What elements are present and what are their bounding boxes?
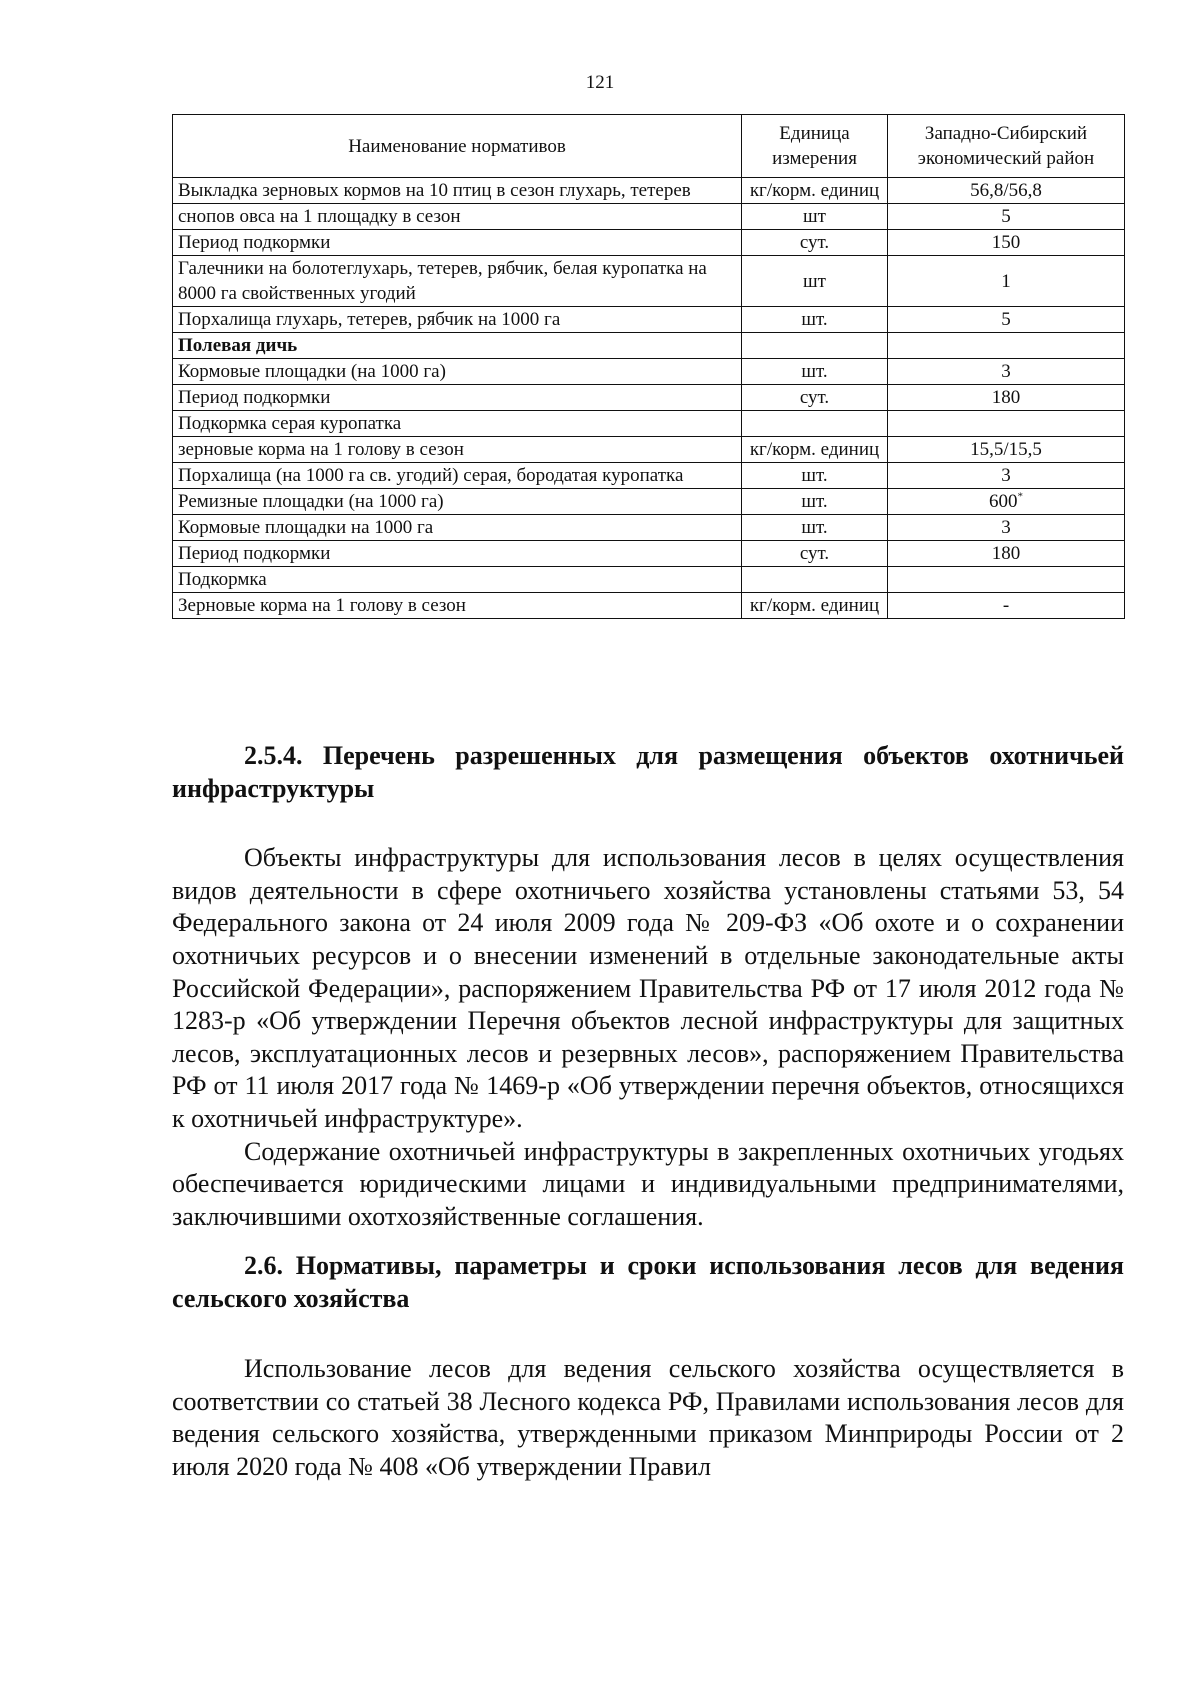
paragraph: Объекты инфраструктуры для использования лесов в целях осуществления видов деятельности в сфере охотничьего хозяйства установлены статьями 53, 54 Федерального закона от 24 июля 2009 года № 209-ФЗ «Об охоте и о сохранении охотничьих ресурсов и о внесении изменений в отдельные законодательные акты Российской Федерации», распоряжением Правительства РФ от 17 июля 2012 года № 1283-р «Об утверждении Перечня объектов лесной инфраструктуры для защитных лесов, эксплуатационных лесов и резервных лесов», распоряжением Правительства РФ от 11 июля 2017 года № 1469-р «Об утверждении перечня объектов, относящихся к охотничьей инфраструктуре». xyxy=(172,843,1124,1133)
table-row xyxy=(173,333,1125,359)
page-number: 121 xyxy=(585,72,615,93)
table-row xyxy=(173,178,1125,204)
row-value-cell: 5 xyxy=(888,307,1125,333)
table-header-row xyxy=(173,115,1125,178)
row-unit-cell xyxy=(742,333,888,359)
table-row xyxy=(173,204,1125,230)
row-unit-cell: сут. xyxy=(742,541,888,567)
header-name: Наименование нормативов xyxy=(173,115,742,178)
row-name-cell: Полевая дичь xyxy=(173,333,742,359)
row-unit-cell: кг/корм. единиц xyxy=(742,437,888,463)
row-value-cell: 3 xyxy=(888,515,1125,541)
row-name-cell: Период подкормки xyxy=(173,541,742,567)
row-value-text: 600 xyxy=(989,491,1018,512)
row-value-cell xyxy=(888,489,1125,515)
table-row xyxy=(173,437,1125,463)
row-value-cell: 180 xyxy=(888,385,1125,411)
row-name-cell: Ремизные площадки (на 1000 га) xyxy=(173,489,742,515)
row-name-cell: Порхалища глухарь, тетерев, рябчик на 1000 га xyxy=(173,307,742,333)
row-unit-cell: шт. xyxy=(742,463,888,489)
table-row xyxy=(173,541,1125,567)
section-2-6 xyxy=(172,1250,1124,1484)
row-unit-cell: шт xyxy=(742,204,888,230)
norms-table xyxy=(172,114,1125,619)
row-value-cell: 1 xyxy=(888,256,1125,307)
row-name-cell: Выкладка зерновых кормов на 10 птиц в сезон глухарь, тетерев xyxy=(173,178,742,204)
row-unit-cell xyxy=(742,567,888,593)
row-value-cell: 56,8/56,8 xyxy=(888,178,1125,204)
row-value-cell: 3 xyxy=(888,463,1125,489)
table-row xyxy=(173,593,1125,619)
row-value-cell xyxy=(888,333,1125,359)
row-name-cell: Период подкормки xyxy=(173,385,742,411)
table-row xyxy=(173,359,1125,385)
row-value-cell xyxy=(888,411,1125,437)
section-2-5-4 xyxy=(172,740,1124,1233)
table-row xyxy=(173,463,1125,489)
table-row xyxy=(173,385,1125,411)
row-name-cell: Кормовые площадки на 1000 га xyxy=(173,515,742,541)
row-unit-cell: кг/корм. единиц xyxy=(742,178,888,204)
row-value-cell: - xyxy=(888,593,1125,619)
table-row xyxy=(173,489,1125,515)
row-name-cell: Зерновые корма на 1 голову в сезон xyxy=(173,593,742,619)
row-value-cell xyxy=(888,567,1125,593)
footnote-mark: * xyxy=(1017,490,1023,503)
row-value-cell: 15,5/15,5 xyxy=(888,437,1125,463)
row-name-cell: Подкормка серая куропатка xyxy=(173,411,742,437)
section-heading: 2.5.4. Перечень разрешенных для размещения объектов охотничьей инфраструктуры xyxy=(172,741,1124,803)
row-name-cell: снопов овса на 1 площадку в сезон xyxy=(173,204,742,230)
table-row xyxy=(173,411,1125,437)
row-unit-cell: шт xyxy=(742,256,888,307)
table-row xyxy=(173,256,1125,307)
header-region: Западно-Сибирский экономический район xyxy=(888,115,1125,178)
row-name-cell: зерновые корма на 1 голову в сезон xyxy=(173,437,742,463)
table-body xyxy=(173,178,1125,619)
row-name-cell: Кормовые площадки (на 1000 га) xyxy=(173,359,742,385)
row-unit-cell: шт. xyxy=(742,515,888,541)
row-value-cell: 3 xyxy=(888,359,1125,385)
row-unit-cell: сут. xyxy=(742,230,888,256)
header-unit: Единица измерения xyxy=(742,115,888,178)
section-heading: 2.6. Нормативы, параметры и сроки использования лесов для ведения сельского хозяйства xyxy=(172,1251,1124,1313)
row-unit-cell: шт. xyxy=(742,489,888,515)
row-value-cell: 150 xyxy=(888,230,1125,256)
row-name-cell: Галечники на болотеглухарь, тетерев, рябчик, белая куропатка на 8000 га свойственных угодий xyxy=(173,256,742,307)
row-unit-cell: кг/корм. единиц xyxy=(742,593,888,619)
paragraph: Использование лесов для ведения сельского хозяйства осуществляется в соответствии со статьей 38 Лесного кодекса РФ, Правилами использования лесов для ведения сельского хозяйства, утвержденными приказом Минприроды России от 2 июля 2020 года № 408 «Об утверждении Правил xyxy=(172,1354,1124,1481)
row-name-cell: Порхалища (на 1000 га св. угодий) серая, бородатая куропатка xyxy=(173,463,742,489)
row-name-cell: Период подкормки xyxy=(173,230,742,256)
table-row xyxy=(173,515,1125,541)
row-value-cell: 5 xyxy=(888,204,1125,230)
table-row xyxy=(173,307,1125,333)
row-unit-cell xyxy=(742,411,888,437)
row-unit-cell: шт. xyxy=(742,359,888,385)
table-row xyxy=(173,230,1125,256)
row-name-cell: Подкормка xyxy=(173,567,742,593)
paragraph: Содержание охотничьей инфраструктуры в закрепленных охотничьих угодьях обеспечивается юридическими лицами и индивидуальными предпринимателями, заключившими охотхозяйственные соглашения. xyxy=(172,1136,1124,1231)
row-unit-cell: шт. xyxy=(742,307,888,333)
row-value-cell: 180 xyxy=(888,541,1125,567)
table-row xyxy=(173,567,1125,593)
row-unit-cell: сут. xyxy=(742,385,888,411)
